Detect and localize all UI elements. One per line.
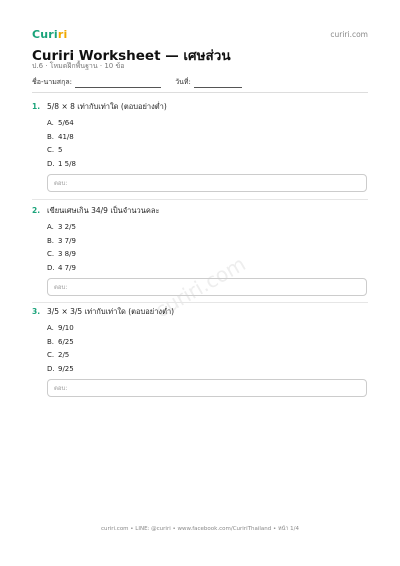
question-1 — [32, 101, 368, 192]
question-header — [32, 306, 368, 318]
logo-text-part1: Curi — [32, 28, 58, 41]
answer-field[interactable]: ตอบ: — [47, 174, 367, 192]
option-a — [32, 117, 368, 131]
question-text: 5/8 × 8 เท่ากับเท่าใด (ตอบอย่างต่ำ) — [47, 102, 167, 111]
option-text: 9/10 — [58, 324, 74, 332]
worksheet-subtitle: ป.6 · โหมดฝึกพื้นฐาน · 10 ข้อ — [32, 62, 125, 70]
question-text: เขียนเศษเกิน 34/9 เป็นจำนวนคละ — [47, 206, 160, 215]
question-divider — [32, 199, 368, 200]
option-text: 6/25 — [58, 337, 74, 346]
option-d — [32, 158, 368, 172]
option-letter: B. — [47, 236, 55, 245]
site-url: curiri.com — [330, 30, 368, 39]
option-text: 3 2/5 — [58, 223, 76, 231]
option-letter: A. — [47, 223, 54, 231]
option-text: 5 — [58, 146, 63, 154]
name-blank — [75, 79, 161, 88]
option-letter: A. — [47, 119, 54, 127]
name-label: ชื่อ-นามสกุล: — [32, 78, 72, 86]
option-letter: D. — [47, 263, 55, 272]
question-header — [32, 101, 368, 113]
question-2 — [32, 205, 368, 296]
curiri-logo — [32, 28, 68, 41]
option-text: 9/25 — [58, 364, 74, 373]
option-text: 3 8/9 — [58, 250, 76, 258]
option-a — [32, 221, 368, 235]
option-text: 2/5 — [58, 351, 70, 359]
header-divider — [32, 92, 368, 93]
option-b — [32, 235, 368, 249]
question-number: 2. — [32, 206, 41, 215]
option-letter: D. — [47, 364, 55, 373]
option-letter: C. — [47, 250, 55, 258]
option-letter: B. — [47, 132, 55, 141]
option-letter: C. — [47, 146, 55, 154]
option-a — [32, 322, 368, 336]
options-list — [32, 117, 368, 171]
option-text: 5/64 — [58, 119, 74, 127]
question-text: 3/5 × 3/5 เท่ากับเท่าใด (ตอบอย่างต่ำ) — [47, 307, 175, 316]
option-c — [32, 144, 368, 158]
watermark: curiri.com — [150, 251, 250, 323]
option-text: 1 5/8 — [58, 159, 76, 168]
option-c — [32, 248, 368, 262]
page-footer: curiri.com • LINE: @curiri • www.facebook.com/CuririThailand • หน้า 1/4 — [100, 526, 300, 532]
logo-text-part2: ri — [57, 28, 68, 41]
options-list — [32, 322, 368, 376]
answer-field[interactable]: ตอบ: — [47, 379, 367, 397]
option-d — [32, 363, 368, 377]
option-text: 3 7/9 — [58, 236, 76, 245]
option-c — [32, 349, 368, 363]
question-number: 1. — [32, 102, 41, 111]
answer-field[interactable]: ตอบ: — [47, 278, 367, 296]
option-b — [32, 336, 368, 350]
option-letter: A. — [47, 324, 54, 332]
option-d — [32, 262, 368, 276]
question-number: 3. — [32, 307, 41, 316]
option-letter: B. — [47, 337, 55, 346]
question-divider — [32, 302, 368, 303]
option-text: 41/8 — [58, 132, 74, 141]
date-blank — [194, 79, 242, 88]
option-letter: C. — [47, 351, 55, 359]
options-list — [32, 221, 368, 275]
option-text: 4 7/9 — [58, 263, 76, 272]
date-label: วันที่: — [175, 78, 191, 86]
student-info-row — [32, 77, 368, 88]
question-3 — [32, 306, 368, 397]
option-letter: D. — [47, 159, 55, 168]
worksheet-title: Curiri Worksheet — เศษส่วน — [32, 48, 231, 64]
option-b — [32, 131, 368, 145]
question-header — [32, 205, 368, 217]
